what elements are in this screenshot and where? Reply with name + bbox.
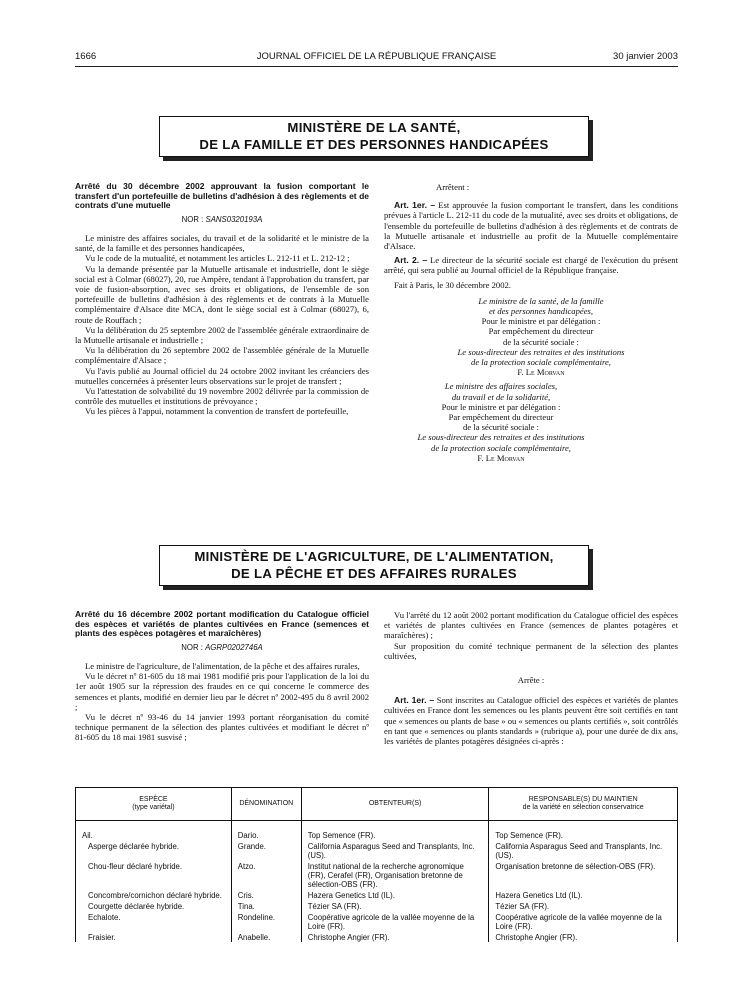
decree1-paragraph: Vu l'avis publié au Journal officiel du 24 octobre 2002 invitant les créanciers des mutuelles concernées à présenter leurs observations sur le projet de transfert ; bbox=[75, 365, 369, 386]
cell-espece: Courgette déclarée hybride. bbox=[76, 900, 232, 911]
signature-line: Le ministre de la santé, de la famille bbox=[478, 295, 604, 306]
signature-line: Le ministre des affaires sociales, bbox=[444, 381, 558, 392]
cell-espece: Echalote. bbox=[76, 911, 232, 931]
cell-denomination: Dario. bbox=[231, 821, 301, 841]
nor-code: SANS0320193A bbox=[205, 214, 263, 224]
signature-line: de la sécurité sociale : bbox=[503, 336, 579, 347]
cell-obtenteur: Top Semence (FR). bbox=[301, 821, 489, 841]
signature-block-a bbox=[384, 296, 678, 378]
decree1-arretent: Arrêtent : bbox=[436, 182, 470, 192]
signature-line: Par empêchement du directeur bbox=[448, 412, 554, 423]
decree1-paragraph: Vu la délibération du 26 septembre 2002 de l'assemblée générale de la Mutuelle complémentaire d'Alsace ; bbox=[75, 345, 369, 366]
decree1-title: Arrêté du 30 décembre 2002 approuvant la fusion comportant le transfert d'un portefeuille de bulletins d'adhésion à des règlements et de contrats d'une mutuelle bbox=[75, 181, 369, 211]
column-header-denomination: DÉNOMINATION bbox=[231, 788, 301, 821]
signature-line: de la protection sociale complémentaire, bbox=[431, 442, 571, 453]
table-row bbox=[76, 900, 678, 911]
decree1-paragraph: Vu la délibération du 25 septembre 2002 de l'assemblée générale extraordinaire de la Mutuelle artisanale et industrielle ; bbox=[75, 324, 369, 346]
header-rule bbox=[75, 66, 678, 67]
article-label: Art. 1er. – bbox=[394, 695, 435, 706]
decree2-nor bbox=[75, 643, 369, 653]
decree1-left-column bbox=[75, 182, 369, 417]
table-row bbox=[76, 860, 678, 889]
article-text: Est approuvée la fusion comportant le transfert, dans les conditions prévues à l'article L. 212-11 du code de la mutualité, avec ses droits et obligations, de l'ensemble du portefeuille de bulletins d'adhésion à des règlements et de contrats de la Mutuelle artisanale et industrielle au profit de la Mutuelle complémentaire d'Alsace. bbox=[384, 200, 678, 252]
cell-responsable: Coopérative agricole de la vallée moyenne de la Loire (FR). bbox=[489, 911, 678, 931]
journal-title: JOURNAL OFFICIEL DE LA RÉPUBLIQUE FRANÇAISE bbox=[256, 51, 497, 62]
decree1-paragraph: Vu l'attestation de solvabilité du 19 novembre 2002 délivrée par la commission de contrôle des mutuelles et institutions de prévoyance ; bbox=[75, 386, 369, 407]
cell-obtenteur: Christophe Angier (FR). bbox=[301, 931, 489, 942]
decree2-right-column bbox=[384, 610, 678, 746]
decree1-paragraph: Vu le code de la mutualité, et notamment les articles L. 212-11 et L. 212-12 ; bbox=[85, 253, 350, 264]
signature-line: du travail et de la solidarité, bbox=[451, 391, 551, 402]
cell-denomination: Grande. bbox=[231, 840, 301, 860]
column-header-responsable: RESPONSABLE(S) DU MAINTIEN de la variété en sélection conservatrice bbox=[489, 788, 678, 821]
cell-obtenteur: Coopérative agricole de la vallée moyenne de la Loire (FR). bbox=[301, 911, 489, 931]
cell-espece: Concombre/cornichon déclaré hybride. bbox=[76, 889, 232, 900]
cell-responsable: Tézier SA (FR). bbox=[489, 900, 678, 911]
cell-espece: Asperge déclarée hybride. bbox=[76, 840, 232, 860]
table-row bbox=[76, 889, 678, 900]
signature-block-b bbox=[384, 381, 678, 463]
column-header-obtenteur: OBTENTEUR(S) bbox=[301, 788, 489, 821]
cell-denomination: Tina. bbox=[231, 900, 301, 911]
table-row bbox=[76, 931, 678, 942]
decree1-paragraph: Le ministre des affaires sociales, du travail et de la solidarité et le ministre de la santé, de la famille et des personnes handicapées, bbox=[75, 232, 369, 254]
signature-line: Par empêchement du directeur bbox=[488, 326, 594, 337]
decree1-nor bbox=[75, 215, 369, 225]
article-label: Art. 2. – bbox=[394, 255, 428, 266]
varieties-table bbox=[75, 787, 678, 942]
cell-responsable: Organisation bretonne de sélection-OBS (FR). bbox=[489, 860, 678, 889]
signature-line: de la protection sociale complémentaire, bbox=[471, 357, 611, 368]
signatory-name: F. Le Morvan bbox=[517, 367, 565, 378]
ministry-heading-health bbox=[159, 116, 589, 157]
column-header-espece: ESPÈCE (type variétal) bbox=[76, 788, 232, 821]
ministry-heading-agriculture bbox=[159, 545, 589, 586]
page-number: 1666 bbox=[75, 51, 97, 62]
decree1-paragraph: Vu la demande présentée par la Mutuelle artisanale et industrielle, dont le siège social est à Colmar (68027), 20, rue Ampère, tendant à l'approbation du transfert, par voie de fusion-absorption, avec ses droits et obligations, de l'ensemble de son portefeuille de bulletins d'adhésion à des règlements et de contrats à la Mutuelle complémentaire d'Alsace dite MCA, dont le siège social est à Colmar (68027), 6, route de Rouffach ; bbox=[75, 263, 369, 325]
decree2-arrete: Arrête : bbox=[517, 675, 545, 686]
signature-line: de la sécurité sociale : bbox=[463, 422, 539, 433]
ministry-heading-line2: DE LA FAMILLE ET DES PERSONNES HANDICAPÉES bbox=[199, 137, 549, 152]
cell-denomination: Anabelle. bbox=[231, 931, 301, 942]
cell-obtenteur: Institut national de la recherche agronomique (FR), Cerafel (FR), Organisation bretonne de sélection-OBS (FR). bbox=[301, 860, 489, 889]
cell-denomination: Cris. bbox=[231, 889, 301, 900]
cell-obtenteur: Hazera Genetics Ltd (IL). bbox=[301, 889, 489, 900]
article-text: Le directeur de la sécurité sociale est chargé de l'exécution du présent arrêté, qui sera publié au Journal officiel de la République française. bbox=[384, 255, 678, 276]
cell-espece: Ail. bbox=[76, 821, 232, 841]
issue-date: 30 janvier 2003 bbox=[613, 51, 678, 62]
table-row bbox=[76, 840, 678, 860]
running-header bbox=[75, 51, 678, 65]
article-label: Art. 1er. – bbox=[394, 200, 436, 211]
table-header-row bbox=[76, 788, 678, 821]
decree2-paragraph: Sur proposition du comité technique permanent de la sélection des plantes cultivées, bbox=[384, 640, 678, 661]
nor-code: AGRP0202746A bbox=[205, 642, 263, 652]
decree2-paragraph: Vu le décret nº 81-605 du 18 mai 1981 modifié pris pour l'application de la loi du 1er août 1905 sur la répression des fraudes en ce qui concerne le commerce des semences et plants, modifié en dernier lieu par le décret nº 2002-495 du 8 avril 2002 ; bbox=[75, 671, 369, 712]
decree2-left-column bbox=[75, 610, 369, 743]
decree2-title: Arrêté du 16 décembre 2002 portant modification du Catalogue officiel des espèces et variétés de plantes cultivées en France (semences et plants des espèces potagères et maraîchères) bbox=[75, 609, 369, 639]
cell-responsable: Top Semence (FR). bbox=[489, 821, 678, 841]
decree2-paragraph: Le ministre de l'agriculture, de l'alimentation, de la pêche et des affaires rurales, bbox=[85, 660, 360, 671]
cell-denomination: Atzo. bbox=[231, 860, 301, 889]
nor-label: NOR : bbox=[181, 214, 204, 224]
signature-line: Le sous-directeur des retraites et des institutions bbox=[417, 432, 585, 443]
cell-responsable: Hazera Genetics Ltd (IL). bbox=[489, 889, 678, 900]
signatory-name: F. Le Morvan bbox=[477, 452, 525, 463]
signature-line: et des personnes handicapées, bbox=[488, 306, 594, 317]
ministry-heading-line2: DE LA PÊCHE ET DES AFFAIRES RURALES bbox=[231, 566, 517, 581]
ministry-heading-line1: MINISTÈRE DE LA SANTÉ, bbox=[287, 120, 461, 135]
signature-line: Pour le ministre et par délégation : bbox=[481, 316, 601, 327]
cell-responsable: California Asparagus Seed and Transplants, Inc. (US). bbox=[489, 840, 678, 860]
cell-espece: Fraisier. bbox=[76, 931, 232, 942]
cell-obtenteur: Tézier SA (FR). bbox=[301, 900, 489, 911]
decree1-paragraph: Vu les pièces à l'appui, notamment la convention de transfert de portefeuille, bbox=[85, 406, 349, 417]
cell-responsable: Christophe Angier (FR). bbox=[489, 931, 678, 942]
cell-denomination: Rondeline. bbox=[231, 911, 301, 931]
table-row bbox=[76, 821, 678, 841]
cell-espece: Chou-fleur déclaré hybride. bbox=[76, 860, 232, 889]
decree1-done-at: Fait à Paris, le 30 décembre 2002. bbox=[394, 279, 511, 290]
signature-line: Le sous-directeur des retraites et des institutions bbox=[457, 346, 625, 357]
decree2-paragraph: Vu le décret nº 93-46 du 14 janvier 1993 portant réorganisation du comité technique permanent de la sélection des plantes cultivées et modifiant le décret nº 81-605 du 18 mai 1981 susvisé ; bbox=[75, 712, 369, 743]
decree1-right-column bbox=[384, 182, 678, 463]
article-text: Sont inscrites au Catalogue officiel des espèces et variétés de plantes cultivées en France dont les semences ou les plants peuvent être soit certifiés en tant que « semences ou plants de base » ou « semences ou plants certifiés », soit contrôlés en tant que « semences ou plants standards » (rubrique a), pour une durée de dix ans, les variétés de plantes potagères désignées ci-après : bbox=[384, 695, 678, 747]
nor-label: NOR : bbox=[181, 642, 203, 652]
ministry-heading-line1: MINISTÈRE DE L'AGRICULTURE, DE L'ALIMENTATION, bbox=[194, 549, 554, 564]
decree2-paragraph: Vu l'arrêté du 12 août 2002 portant modification du Catalogue officiel des espèces et variétés de plantes cultivées en France (semences de plantes potagères et maraîchères) ; bbox=[384, 610, 678, 641]
table-row bbox=[76, 911, 678, 931]
cell-obtenteur: California Asparagus Seed and Transplants, Inc. (US). bbox=[301, 840, 489, 860]
signature-line: Pour le ministre et par délégation : bbox=[441, 401, 561, 412]
